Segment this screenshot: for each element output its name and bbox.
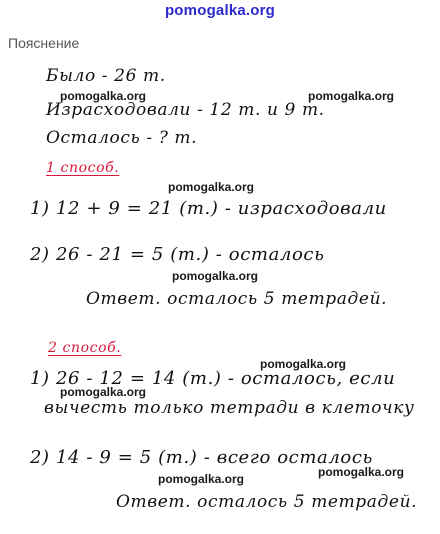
method-1-answer: Ответ. осталось 5 тетрадей. — [86, 289, 388, 309]
method-2-step-2: 2) 14 - 9 = 5 (т.) - всего осталось — [30, 447, 373, 468]
watermark: pomogalka.org — [318, 465, 405, 479]
watermark: pomogalka.org — [60, 385, 147, 399]
site-link[interactable]: pomogalka.org — [164, 2, 276, 19]
condition-line-1: Было - 26 т. — [46, 66, 166, 86]
watermark: pomogalka.org — [260, 357, 347, 371]
watermark: pomogalka.org — [172, 269, 259, 283]
watermark: pomogalka.org — [60, 89, 147, 103]
method-2-answer: Ответ. осталось 5 тетрадей. — [116, 492, 418, 512]
condition-line-3: Осталось - ? т. — [46, 128, 198, 148]
method-1-step-2: 2) 26 - 21 = 5 (т.) - осталось — [30, 244, 325, 265]
section-label: Пояснение — [8, 35, 80, 51]
method-2-title: 2 способ. — [48, 340, 122, 356]
site-header — [0, 0, 440, 22]
method-2-step-1b: вычесть только тетради в клеточку — [44, 398, 415, 418]
method-1-step-1: 1) 12 + 9 = 21 (т.) - израсходовали — [30, 198, 387, 219]
watermark: pomogalka.org — [158, 472, 245, 486]
method-1-title: 1 способ. — [46, 160, 120, 176]
method-2-step-1a: 1) 26 - 12 = 14 (т.) - осталось, если — [30, 368, 396, 389]
watermark: pomogalka.org — [308, 89, 395, 103]
condition-line-2: Израсходовали - 12 т. и 9 т. — [46, 100, 325, 120]
watermark: pomogalka.org — [168, 180, 255, 194]
